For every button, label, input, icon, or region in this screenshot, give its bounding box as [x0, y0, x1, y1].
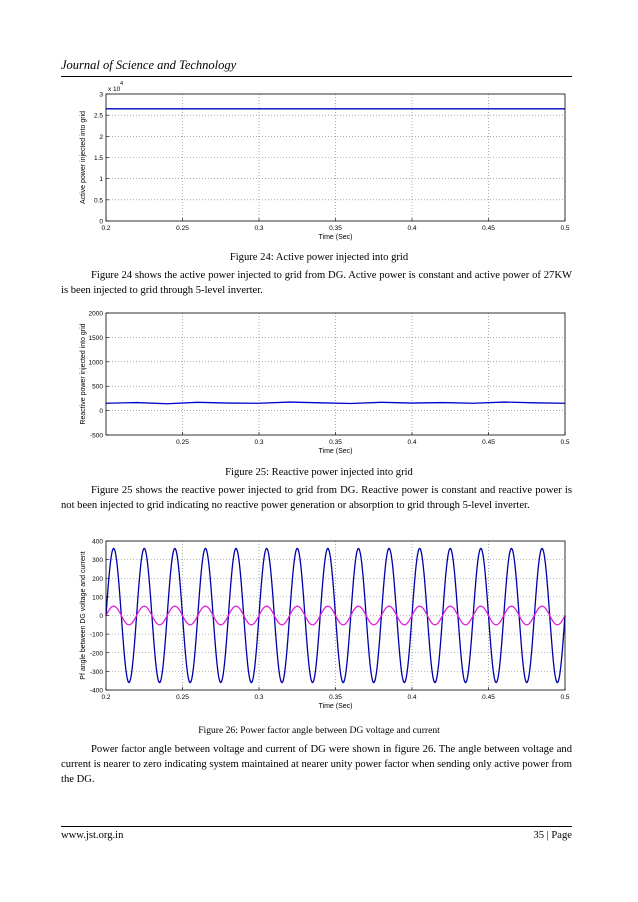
y-tick-label: 2.5	[93, 112, 103, 120]
y-tick-label: 500	[92, 383, 103, 391]
x-tick-label: 0.35	[329, 225, 342, 232]
y-tick-label: 100	[92, 594, 103, 602]
figure-24-caption: Figure 24: Active power injected into grid	[229, 252, 409, 263]
x-tick-label: 0.25	[176, 694, 189, 701]
x-tick-label: 0.4	[407, 694, 417, 701]
x-tick-label: 0.5	[560, 694, 570, 701]
y-tick-label: -200	[89, 650, 103, 658]
figure-25-caption: Figure 25: Reactive power injected into grid	[225, 467, 413, 478]
x-tick-label: 0.2	[101, 225, 111, 232]
y-tick-label: 1000	[88, 359, 103, 367]
x-tick-label: 0.25	[176, 439, 189, 446]
x-tick-label: 0.2	[101, 694, 111, 701]
figure-25-chart	[0, 307, 638, 459]
y-tick-label: 0	[99, 613, 103, 620]
figure-26-caption: Figure 26: Power factor angle between DG voltage and current	[198, 725, 440, 736]
x-tick-label: 0.4	[407, 439, 417, 446]
x-tick-label: 0.3	[254, 694, 264, 701]
y-axis-label: Reactive power injected into grid	[80, 323, 87, 425]
y-axis-label: Active power injected into grid	[80, 111, 87, 204]
y-tick-label: -100	[89, 631, 103, 639]
y-tick-label: 200	[92, 575, 103, 583]
x-tick-label: 0.3	[254, 225, 264, 232]
footer-url: www.jst.org.in	[61, 830, 124, 841]
y-tick-label: 2000	[88, 310, 103, 318]
y-tick-label: 1	[99, 176, 103, 184]
y-tick-label: 1500	[88, 334, 103, 342]
x-axis-label: Time (Sec)	[318, 234, 353, 241]
x-tick-label: 0.45	[482, 439, 495, 446]
x-tick-label: 0.5	[560, 439, 570, 446]
y-tick-label: -300	[89, 668, 103, 676]
y-tick-label: 2	[99, 133, 103, 141]
x-tick-label: 0.35	[329, 694, 342, 701]
figure-26-chart	[0, 535, 638, 720]
y-axis-label: Pf angle between DG voltage and current	[80, 551, 87, 680]
y-tick-label: -400	[89, 687, 103, 695]
x-tick-label: 0.35	[329, 439, 342, 446]
x-tick-label: 0.4	[407, 225, 417, 232]
journal-title: Journal of Science and Technology	[61, 58, 237, 72]
y-multiplier-exponent: 4	[120, 81, 124, 87]
y-tick-label: -500	[89, 432, 103, 440]
x-tick-label: 0.25	[176, 225, 189, 232]
paragraph-figure-25: Figure 25 shows the reactive power injected to grid from DG. Reactive power is constant and reactive power is not been injected to grid indicating no reactive power generation or absorption to grid through 5-level inverter.	[61, 485, 572, 511]
y-tick-label: 300	[92, 557, 103, 565]
y-tick-label: 1.5	[93, 155, 103, 162]
y-tick-label: 0	[99, 218, 103, 226]
x-tick-label: 0.45	[482, 225, 495, 232]
y-tick-label: 3	[99, 91, 103, 99]
footer-page-number: 35 | Page	[533, 830, 572, 841]
x-tick-label: 0.5	[560, 225, 570, 232]
y-multiplier: x 10	[108, 86, 121, 93]
paragraph-figure-24: Figure 24 shows the active power injected to grid from DG. Active power is constant and active power of 27KW is been injected to grid through 5-level inverter.	[61, 270, 572, 296]
footer-rule	[61, 826, 572, 827]
x-axis-label: Time (Sec)	[318, 448, 353, 455]
figure-24-chart	[0, 80, 638, 245]
header-rule	[61, 76, 572, 77]
x-tick-label: 0.3	[254, 439, 264, 446]
y-tick-label: 0.5	[93, 197, 103, 205]
x-axis-label: Time (Sec)	[318, 703, 353, 710]
y-tick-label: 400	[92, 538, 103, 546]
x-tick-label: 0.45	[482, 694, 495, 701]
y-tick-label: 0	[99, 408, 103, 416]
paragraph-figure-26: Power factor angle between voltage and current of DG were shown in figure 26. The angle between voltage and current is nearer to zero indicating system maintained at nearer unity power factor when sending only active power from the DG.	[61, 744, 572, 785]
